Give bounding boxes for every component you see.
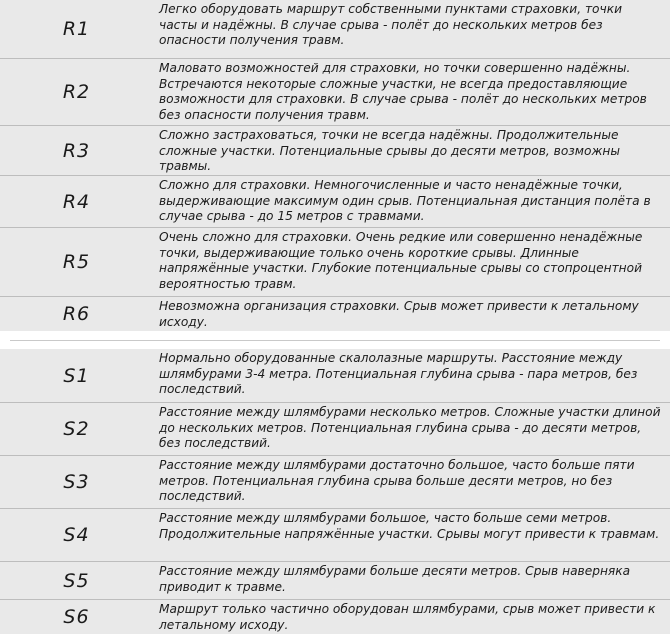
grade-label: S2 [63, 418, 90, 440]
grade-row-r5 [0, 227, 670, 296]
grade-label: R2 [62, 81, 91, 103]
grade-row-r3 [0, 125, 670, 175]
grade-row-s1 [0, 349, 670, 402]
grade-row-s5 [0, 561, 670, 599]
grade-label: R6 [62, 303, 91, 325]
grade-label: R1 [62, 18, 91, 40]
grade-label: S3 [63, 471, 90, 493]
grade-row-s4 [0, 508, 670, 561]
grade-description: Расстояние между шлямбурами достаточно большое, часто больше пяти метров. Потенциальная глубина срыва больше десяти метров, но без последствий. [159, 458, 635, 503]
grade-description: Маловато возможностей для страховки, но точки совершенно надёжны. Встречаются некоторые сложные участки, не всегда предоставляющие возможности для страховки. В случае срыва - полёт до нескольких метров без опасности получения травм. [159, 61, 647, 122]
section-divider [0, 331, 670, 349]
grade-description: Сложно застраховаться, точки не всегда надёжны. Продолжительные сложные участки. Потенциальные срывы до десяти метров, возможны травмы. [159, 128, 621, 173]
grade-label: S6 [63, 606, 90, 628]
grade-row-r4 [0, 175, 670, 227]
grade-description: Очень сложно для страховки. Очень редкие или совершенно ненадёжные точки, выдерживающие только очень короткие срывы. Длинные напряжённые участки. Глубокие потенциальные срывы со стопроцентной вероятностью травм. [159, 230, 643, 291]
grade-description: Легко оборудовать маршрут собственными пунктами страховки, точки часты и надёжны. В случае срыва - полёт до нескольких метров без опасности получения травм. [159, 2, 622, 47]
grade-label: S1 [63, 364, 90, 387]
grade-row-r2 [0, 58, 670, 125]
grade-description: Невозможна организация страховки. Срыв может привести к летальному исходу. [159, 299, 639, 329]
grade-row-s3 [0, 455, 670, 508]
grade-row-r1 [0, 0, 670, 58]
grade-row-s6 [0, 599, 670, 634]
divider-line [10, 340, 660, 341]
grade-label: R5 [62, 251, 91, 273]
grade-label: S5 [63, 569, 90, 592]
grade-label: R4 [62, 190, 91, 213]
s-grades-section [0, 349, 670, 634]
grade-row-s2 [0, 402, 670, 455]
grade-description: Сложно для страховки. Немногочисленные и часто ненадёжные точки, выдерживающие максимум один срыв. Потенциальная дистанция полёта в случае срыва - до 15 метров с травмами. [159, 178, 651, 223]
grade-row-r6 [0, 296, 670, 331]
grade-label: R3 [62, 139, 91, 162]
grade-description: Расстояние между шлямбурами больше десяти метров. Срыв наверняка приводит к травме. [159, 564, 631, 594]
grade-label: S4 [63, 524, 90, 546]
grade-description: Расстояние между шлямбурами несколько метров. Сложные участки длиной до нескольких метров. Потенциальная глубина срыва - до десяти метров, без последствий. [159, 405, 661, 450]
grade-description: Расстояние между шлямбурами большое, часто больше семи метров. Продолжительные напряжённые участки. Срывы могут привести к травмам. [159, 511, 660, 541]
grade-description: Маршрут только частично оборудован шлямбурами, срыв может привести к летальному исходу. [159, 602, 656, 632]
grade-description: Нормально оборудованные скалолазные маршруты. Расстояние между шлямбурами 3-4 метра. Потенциальная глубина срыва - пара метров, без последствий. [159, 351, 638, 396]
